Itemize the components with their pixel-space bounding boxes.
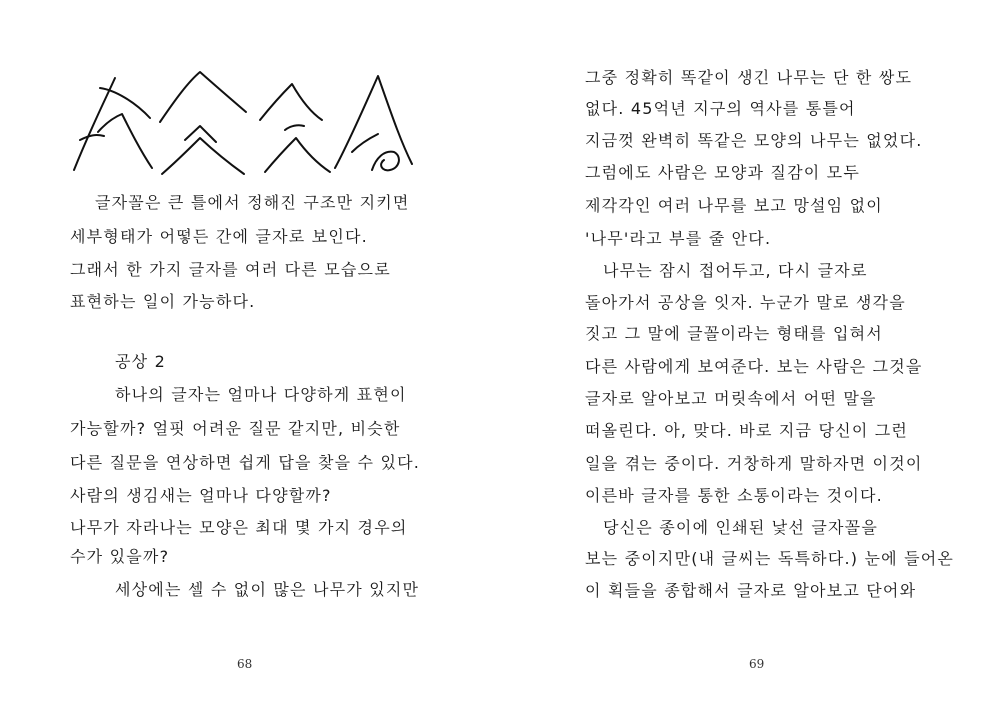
text-line: 표현하는 일이 가능하다. <box>70 292 256 311</box>
text-line: 보는 중이지만(내 글씨는 독특하다.) 눈에 들어온 <box>585 549 955 568</box>
text-line: 다른 질문을 연상하면 쉽게 답을 찾을 수 있다. <box>70 453 421 472</box>
text-line: 이 획들을 종합해서 글자로 알아보고 단어와 <box>585 581 917 600</box>
text-line: 하나의 글자는 얼마나 다양하게 표현이 <box>115 385 407 404</box>
text-line: 짓고 그 말에 글꼴이라는 형태를 입혀서 <box>585 324 883 343</box>
text-line: 세상에는 셀 수 없이 많은 나무가 있지만 <box>115 580 420 599</box>
text-line: 다른 사람에게 보여준다. 보는 사람은 그것을 <box>585 357 923 376</box>
right-page <box>500 0 1000 709</box>
text-line: 당신은 종이에 인쇄된 낯선 글자꼴을 <box>603 518 878 537</box>
section-heading: 공상 2 <box>115 352 166 371</box>
letter-variation-illustration <box>60 60 430 185</box>
text-line: 그럼에도 사람은 모양과 질감이 모두 <box>585 163 860 182</box>
text-line: 그래서 한 가지 글자를 여러 다른 모습으로 <box>70 260 391 279</box>
text-line: 제각각인 여러 나무를 보고 망설임 없이 <box>585 196 883 215</box>
text-line: 돌아가서 공상을 잇자. 누군가 말로 생각을 <box>585 293 906 312</box>
text-line: 이른바 글자를 통한 소통이라는 것이다. <box>585 486 883 505</box>
text-line: 글자꼴은 큰 틀에서 정해진 구조만 지키면 <box>95 193 410 212</box>
text-line: 그중 정확히 똑같이 생긴 나무는 단 한 쌍도 <box>585 68 913 87</box>
text-line: 나무는 잠시 접어두고, 다시 글자로 <box>603 261 868 280</box>
text-line: 나무가 자라나는 모양은 최대 몇 가지 경우의 <box>70 518 408 537</box>
text-line: 떠올린다. 아, 맞다. 바로 지금 당신이 그런 <box>585 421 909 440</box>
text-line: 없다. 45억년 지구의 역사를 통틀어 <box>585 99 856 118</box>
text-line: 글자로 알아보고 머릿속에서 어떤 말을 <box>585 389 877 408</box>
text-line: 지금껏 완벽히 똑같은 모양의 나무는 없었다. <box>585 131 923 150</box>
text-line: 일을 겪는 중이다. 거창하게 말하자면 이것이 <box>585 454 923 473</box>
text-line: 가능할까? 얼핏 어려운 질문 같지만, 비슷한 <box>70 419 401 438</box>
text-line: 수가 있을까? <box>70 547 170 566</box>
page-number: 68 <box>237 657 253 671</box>
page-number: 69 <box>749 657 765 671</box>
text-line: '나무'라고 부를 줄 안다. <box>585 229 772 248</box>
text-line: 사람의 생김새는 얼마나 다양할까? <box>70 486 332 505</box>
text-line: 세부형태가 어떻든 간에 글자로 보인다. <box>70 227 368 246</box>
